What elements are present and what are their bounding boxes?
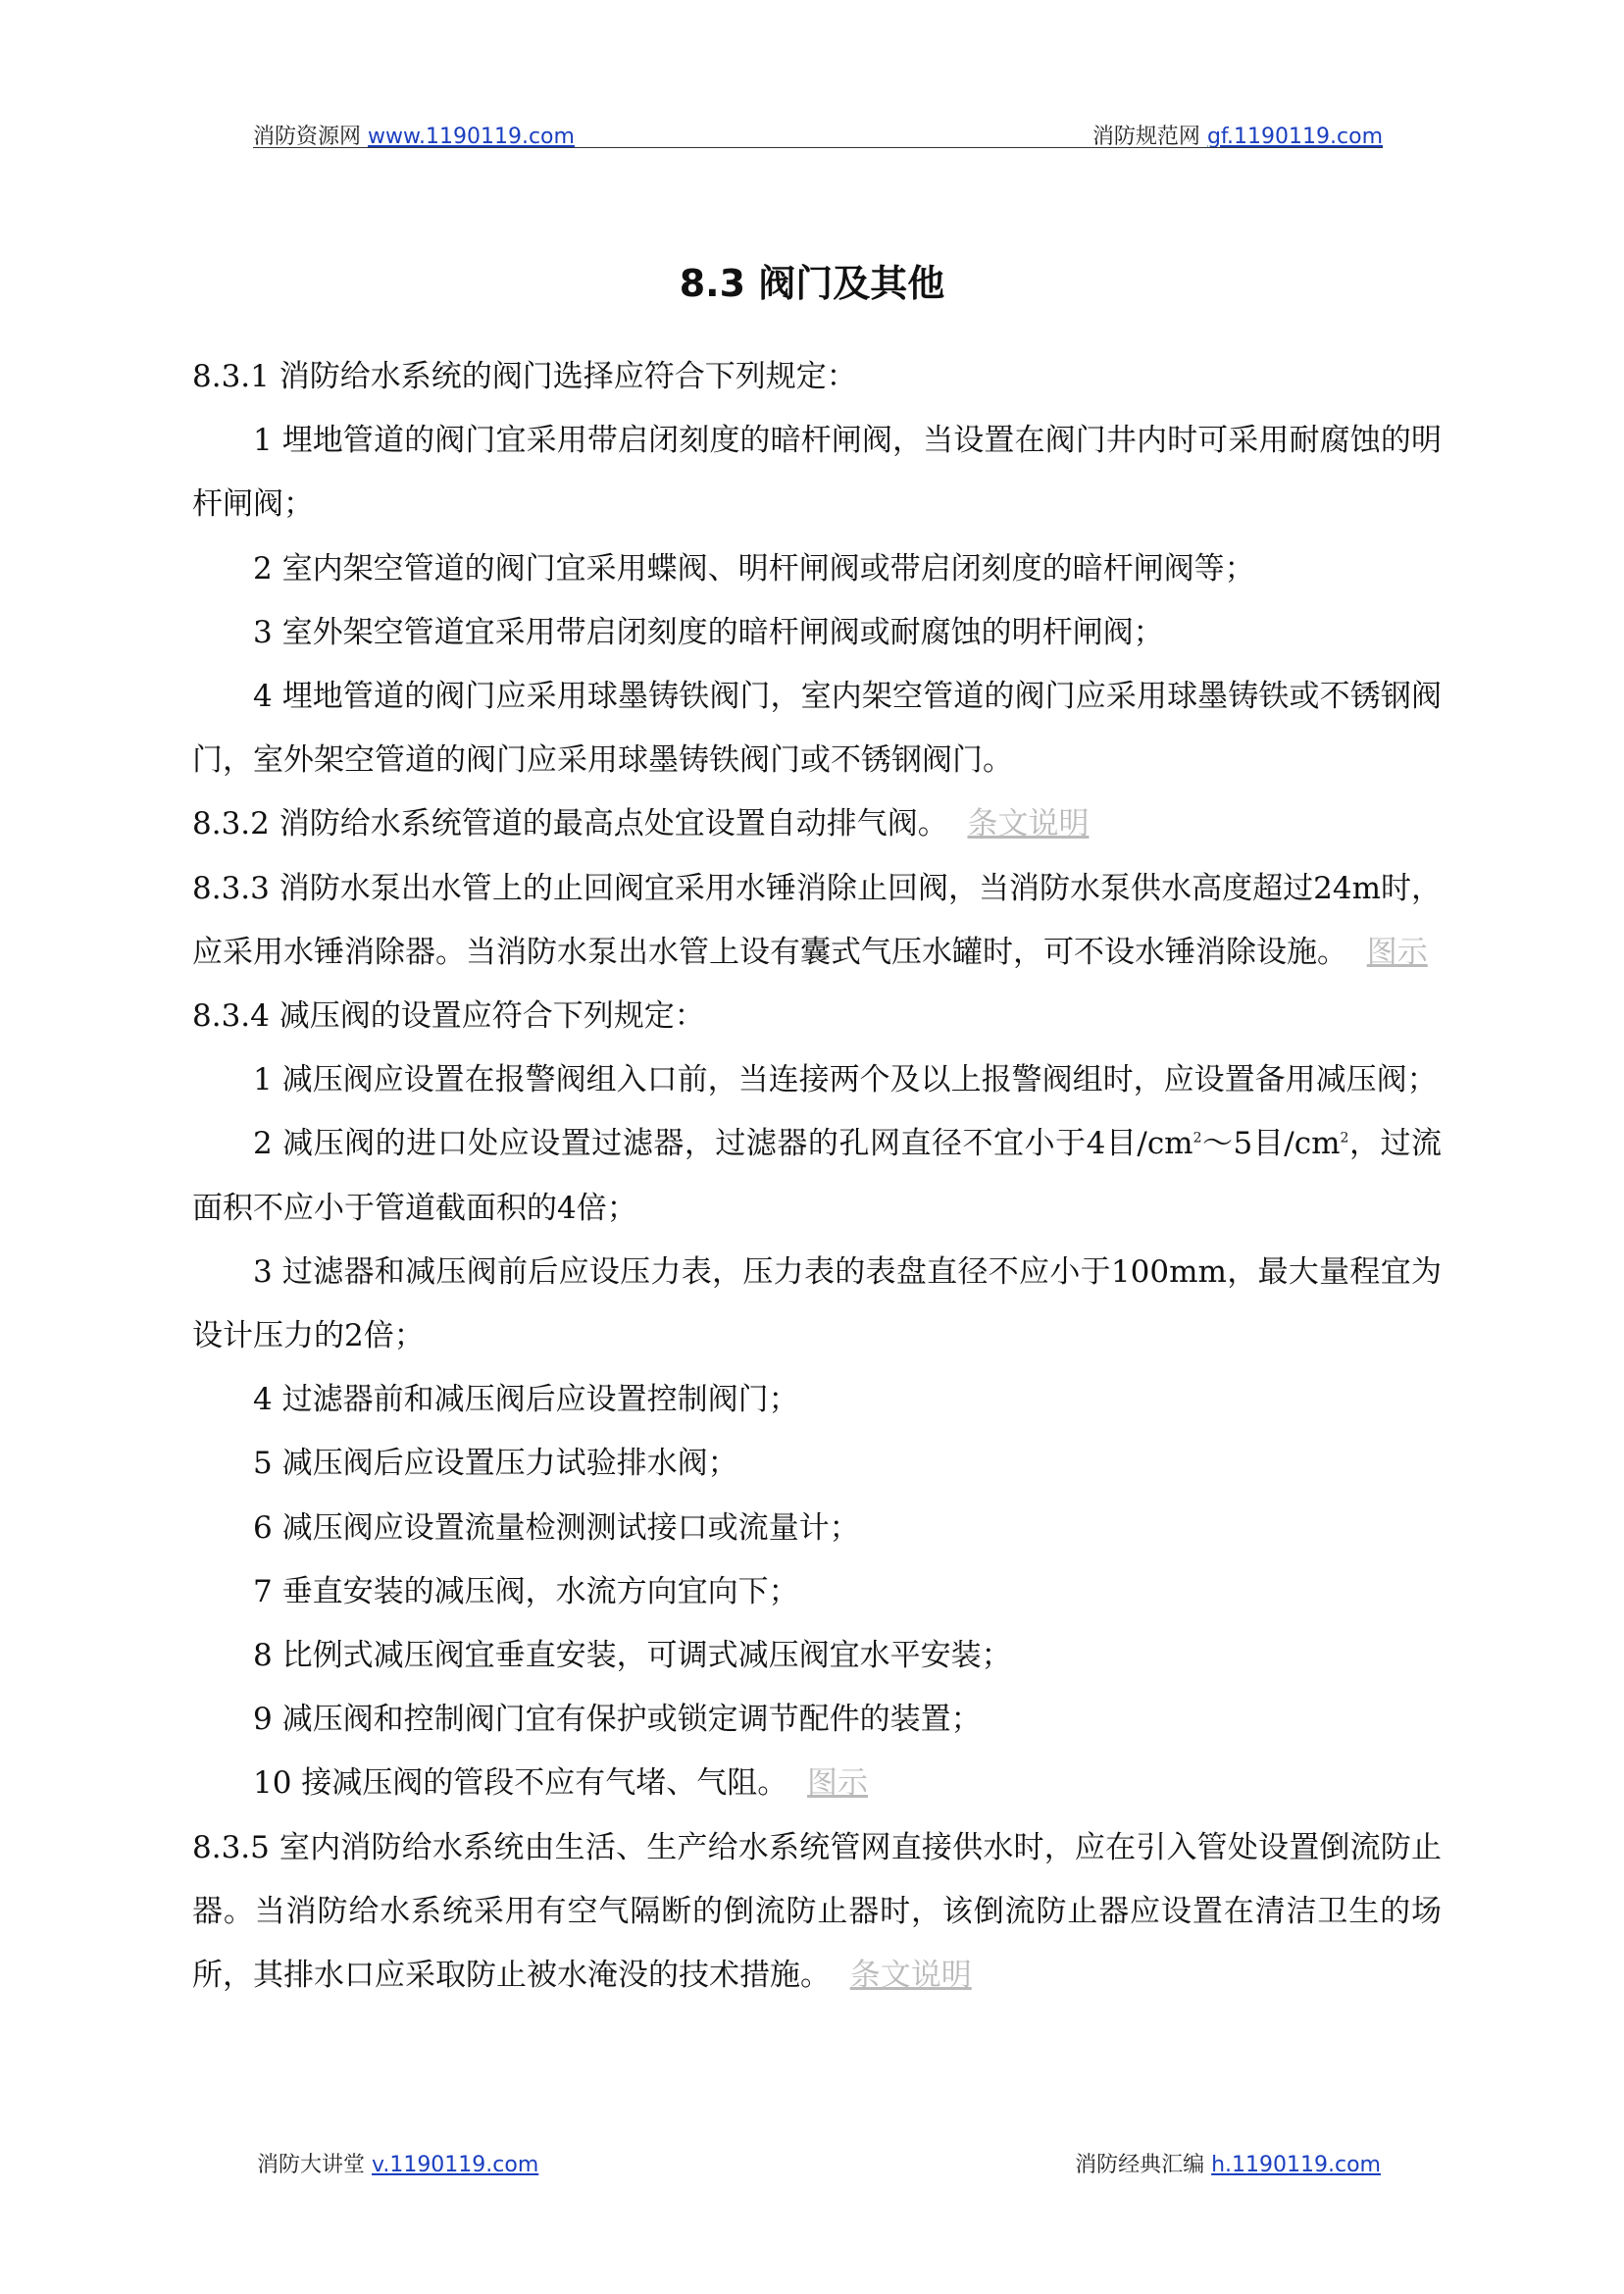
header-divider [253,147,1383,148]
paragraph [192,1048,1442,1112]
paragraph [192,1624,1442,1688]
footer-left-link[interactable]: v.1190119.com [372,2153,539,2177]
paragraph [192,1112,1442,1240]
paragraph [192,537,1442,601]
paragraph-text: 4 过滤器前和减压阀后应设置控制阀门； [253,1382,799,1418]
footer-left [257,2148,538,2178]
paragraph [192,1752,1442,1815]
reference-link[interactable]: 条文说明 [849,1958,972,1994]
footer-right-link[interactable]: h.1190119.com [1211,2153,1381,2177]
reference-link[interactable]: 条文说明 [967,806,1090,842]
paragraph-text: 8 比例式减压阀宜垂直安装，可调式减压阀宜水平安装； [253,1638,1012,1674]
paragraph [192,1432,1442,1496]
paragraph [192,665,1442,792]
header-right-link[interactable]: gf.1190119.com [1206,125,1383,149]
paragraph-text: 4 埋地管道的阀门应采用球墨铸铁阀门，室内架空管道的阀门应采用球墨铸铁或不锈钢阀门，室外架空管道的阀门应采用球墨铸铁阀门或不锈钢阀门。 [192,679,1442,779]
paragraph-text: 8.3.2 消防给水系统管道的最高点处宜设置自动排气阀。 [192,806,948,842]
paragraph-text: 2 室内架空管道的阀门宜采用蝶阀、明杆闸阀或带启闭刻度的暗杆闸阀等； [253,550,1255,586]
paragraph-text: 8.3.1 消防给水系统的阀门选择应符合下列规定： [192,359,857,394]
paragraph [192,985,1442,1048]
header-left [253,120,575,150]
footer-right [1075,2148,1381,2178]
paragraph-text: 3 过滤器和减压阀前后应设压力表，压力表的表盘直径不应小于100mm，最大量程宜为设计压力的2倍； [192,1253,1442,1354]
footer-left-label: 消防大讲堂 [257,2153,366,2177]
reference-link[interactable]: 图示 [1366,934,1428,970]
paragraph-text: 5 减压阀后应设置压力试验排水阀； [253,1446,738,1482]
paragraph [192,857,1442,985]
paragraph-text: 1 减压阀应设置在报警阀组入口前，当连接两个及以上报警阀组时，应设置备用减压阀； [253,1062,1438,1098]
header-left-link[interactable]: www.1190119.com [368,125,575,149]
section-title: 8.3 阀门及其他 [679,262,945,305]
paragraph-text: 7 垂直安装的减压阀，水流方向宜向下； [253,1573,799,1609]
paragraph [192,1688,1442,1752]
paragraph-text: 8.3.3 消防水泵出水管上的止回阀宜采用水锤消除止回阀，当消防水泵供水高度超过24m时，应采用水锤消除器。当消防水泵出水管上设有囊式气压水罐时，可不设水锤消除设施。 [192,870,1442,970]
paragraph-text: 2 减压阀的进口处应设置过滤器，过滤器的孔网直径不宜小于4目$/cm^2\sim 5$目$/cm^2$，过流面积不应小于管道截面积的4倍； [192,1126,1442,1226]
paragraph [192,1368,1442,1432]
paragraph-text: 3 室外架空管道宜采用带启闭刻度的暗杆闸阀或耐腐蚀的明杆闸阀； [253,614,1164,650]
paragraph-text: 8.3.5 室内消防给水系统由生活、生产给水系统管网直接供水时，应在引入管处设置倒流防止器。当消防给水系统采用有空气隔断的倒流防止器时，该倒流防止器应设置在清洁卫生的场所，其排水口应采取防止被水淹没的技术措施。 [192,1829,1442,1994]
reference-link[interactable]: 图示 [807,1765,869,1802]
paragraph [192,345,1442,409]
paragraph-text: 9 减压阀和控制阀门宜有保护或锁定调节配件的装置； [253,1702,982,1738]
header-right [1092,120,1383,150]
paragraph [192,1241,1442,1368]
paragraph-text: 1 埋地管道的阀门宜采用带启闭刻度的暗杆闸阀，当设置在阀门井内时可采用耐腐蚀的明杆闸阀； [192,423,1442,523]
document-body [192,345,1442,2008]
paragraph [192,1497,1442,1560]
paragraph [192,1560,1442,1624]
paragraph-text: 6 减压阀应设置流量检测测试接口或流量计； [253,1509,860,1546]
paragraph [192,409,1442,536]
header-left-label: 消防资源网 [253,125,362,149]
paragraph [192,792,1442,856]
footer-right-label: 消防经典汇编 [1075,2153,1205,2177]
paragraph-text: 8.3.4 减压阀的设置应符合下列规定： [192,998,705,1035]
paragraph [192,601,1442,665]
paragraph [192,1816,1442,2009]
header-right-label: 消防规范网 [1091,125,1200,149]
paragraph-text: 10 接减压阀的管段不应有气堵、气阻。 [253,1765,788,1802]
